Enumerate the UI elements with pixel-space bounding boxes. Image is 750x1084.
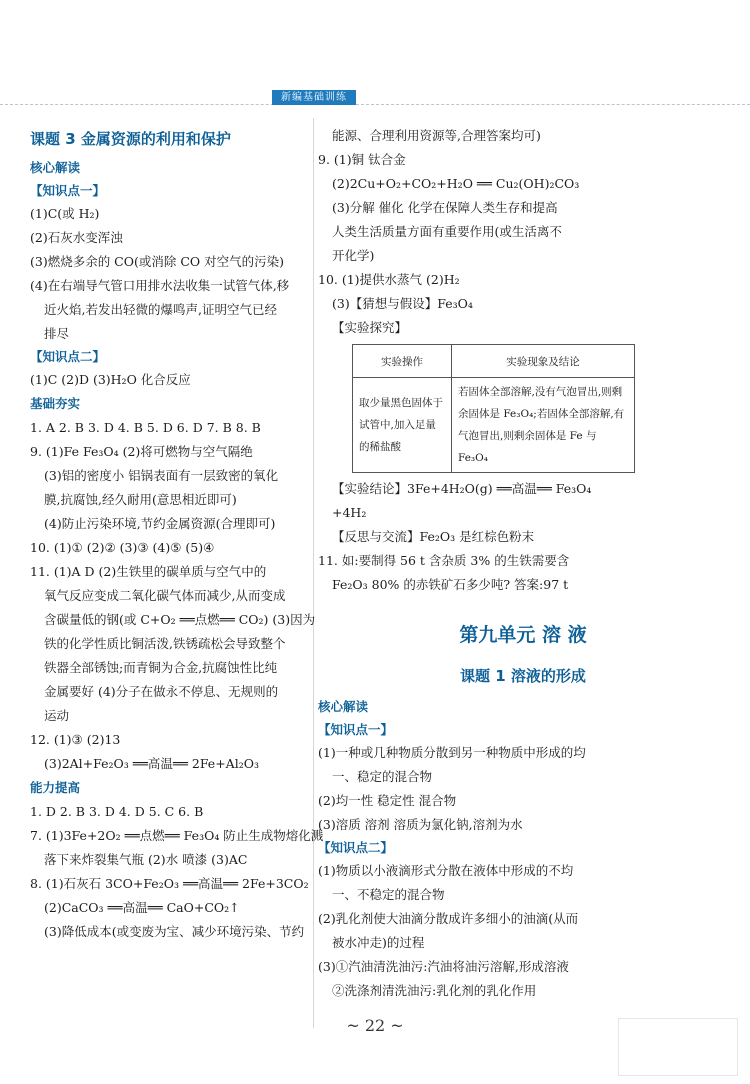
lesson-title: 课题 1 溶液的形成 — [460, 667, 586, 685]
answer-line: (2)石灰水变浑浊 — [30, 230, 123, 245]
answer-line: (2)乳化剂使大油滴分散成许多细小的油滴(从而 — [318, 911, 579, 926]
answer-line: (1)物质以小液滴形式分散在液体中形成的不均 — [318, 863, 574, 878]
answer-item: 10. (1)① (2)② (3)③ (4)⑤ (5)④ — [30, 540, 215, 555]
answer-line-indent: 金属要好 (4)分子在做永不停息、无规则的 — [44, 684, 279, 699]
answer-line-indent: 开化学) — [332, 248, 375, 263]
answer-line: (3)燃烧多余的 CO(或消除 CO 对空气的污染) — [30, 254, 285, 269]
answer-line-indent: 【实验结论】3Fe+4H₂O(g) ══高温══ Fe₃O₄ — [332, 481, 592, 496]
table-cell-result: 若固体全部溶解,没有气泡冒出,则剩余固体是 Fe₃O₄;若固体全部溶解,有气泡冒出,则剩余固体是 Fe 与 Fe₃O₄ — [452, 378, 635, 473]
header-badge: 新编基础训练 — [272, 90, 356, 105]
answer-line-indent: 铁器全部锈蚀;而青铜为合金,抗腐蚀性比纯 — [44, 660, 278, 675]
answer-line-indent: 【实验探究】 — [332, 320, 408, 335]
answer-line-indent: (3)分解 催化 化学在保障人类生存和提高 — [332, 200, 558, 215]
answer-line-indent: (4)防止污染环境,节约金属资源(合理即可) — [44, 516, 276, 531]
answer-item: 1. A 2. B 3. D 4. B 5. D 6. D 7. B 8. B — [30, 420, 261, 435]
watermark-logo — [618, 1018, 738, 1076]
page-number: ~ 22 ~ — [346, 1016, 404, 1035]
answer-line-indent: (3)2Al+Fe₂O₃ ══高温══ 2Fe+Al₂O₃ — [44, 756, 259, 771]
section-heading: 核心解读 — [318, 699, 369, 714]
answer-line-indent: 铁的化学性质比铜活泼,铁锈疏松会导致整个 — [44, 636, 286, 651]
answer-line: (1)C (2)D (3)H₂O 化合反应 — [30, 372, 191, 387]
section-heading: 基础夯实 — [30, 396, 81, 411]
table-cell-operation: 取少量黑色固体于试管中,加入足量的稀盐酸 — [353, 378, 452, 473]
table-head-result: 实验现象及结论 — [452, 345, 635, 378]
answer-line-indent: 运动 — [44, 708, 70, 723]
right-bottom-block — [318, 695, 728, 1003]
answer-line-indent: Fe₂O₃ 80% 的赤铁矿石多少吨? 答案:97 t — [332, 577, 569, 592]
answer-line: (4)在右端导气管口用排水法收集一试管气体,移 — [30, 278, 290, 293]
answer-line-indent: (2)CaCO₃ ══高温══ CaO+CO₂↑ — [44, 900, 240, 915]
answer-line: (3)①汽油清洗油污:汽油将油污溶解,形成溶液 — [318, 959, 569, 974]
answer-item: 9. (1)铜 钛合金 — [318, 152, 406, 167]
answer-line-indent: 被水冲走)的过程 — [332, 935, 425, 950]
knowledge-point-label: 【知识点二】 — [30, 349, 106, 364]
answer-line: (2)均一性 稳定性 混合物 — [318, 793, 457, 808]
answer-line-indent: (3)【猜想与假设】Fe₃O₄ — [332, 296, 473, 311]
answer-item: 1. D 2. B 3. D 4. D 5. C 6. B — [30, 804, 204, 819]
answer-line-indent: (2)2Cu+O₂+CO₂+H₂O ══ Cu₂(OH)₂CO₃ — [332, 176, 580, 191]
answer-line-indent: 一、不稳定的混合物 — [332, 887, 445, 902]
table-head-operation: 实验操作 — [353, 345, 452, 378]
answer-line-indent: 含碳量低的钢(或 C+O₂ ══点燃══ CO₂) (3)因为 — [44, 612, 316, 627]
section-heading: 能力提高 — [30, 780, 81, 795]
knowledge-point-label: 【知识点二】 — [318, 840, 394, 855]
answer-line-indent: (3)降低成本(或变废为宝、减少环境污染、节约 — [44, 924, 305, 939]
answer-line-indent: 能源、合理利用资源等,合理答案均可) — [332, 128, 541, 143]
answer-item: 9. (1)Fe Fe₃O₄ (2)将可燃物与空气隔绝 — [30, 444, 253, 459]
column-divider — [313, 118, 314, 1028]
answer-item: 12. (1)③ (2)13 — [30, 732, 121, 747]
answer-item: 8. (1)石灰石 3CO+Fe₂O₃ ══高温══ 2Fe+3CO₂ — [30, 876, 309, 891]
answer-line-indent: +4H₂ — [332, 505, 367, 520]
answer-item: 11. 如:要制得 56 t 含杂质 3% 的生铁需要含 — [318, 553, 570, 568]
answer-line: (1)C(或 H₂) — [30, 206, 100, 221]
header-rule — [0, 92, 750, 105]
answer-line-indent: 一、稳定的混合物 — [332, 769, 433, 784]
answer-line-indent: 排尽 — [44, 326, 70, 341]
lesson-heading: 课题 3 金属资源的利用和保护 — [30, 130, 231, 148]
answer-line-indent: 膜,抗腐蚀,经久耐用(意思相近即可) — [44, 492, 237, 507]
section-heading: 核心解读 — [30, 160, 81, 175]
answer-line: (1)一种或几种物质分散到另一种物质中形成的均 — [318, 745, 586, 760]
answer-line-indent: ②洗涤剂清洗油污:乳化剂的乳化作用 — [332, 983, 537, 998]
unit-title: 第九单元 溶 液 — [459, 624, 587, 646]
answer-line: (3)溶质 溶剂 溶质为氯化钠,溶剂为水 — [318, 817, 523, 832]
knowledge-point-label: 【知识点一】 — [318, 722, 394, 737]
answer-item: 7. (1)3Fe+2O₂ ══点燃══ Fe₃O₄ 防止生成物熔化溅 — [30, 828, 324, 843]
answer-item: 11. (1)A D (2)生铁里的碳单质与空气中的 — [30, 564, 267, 579]
right-column — [318, 124, 728, 1003]
answer-item: 10. (1)提供水蒸气 (2)H₂ — [318, 272, 460, 287]
experiment-table — [352, 344, 635, 473]
right-top-block — [318, 124, 728, 340]
answer-line-indent: 落下来炸裂集气瓶 (2)水 喷漆 (3)AC — [44, 852, 248, 867]
left-column — [30, 124, 324, 944]
knowledge-point-label: 【知识点一】 — [30, 183, 106, 198]
answer-line-indent: 氧气反应变成二氧化碳气体而减少,从而变成 — [44, 588, 286, 603]
answer-line-indent: (3)铝的密度小 铝锅表面有一层致密的氧化 — [44, 468, 279, 483]
answer-line-indent: 【反思与交流】Fe₂O₃ 是红棕色粉末 — [332, 529, 535, 544]
answer-line-indent: 人类生活质量方面有重要作用(或生活离不 — [332, 224, 562, 239]
answer-line-indent: 近火焰,若发出轻微的爆鸣声,证明空气已经 — [44, 302, 277, 317]
right-mid-block — [318, 477, 728, 597]
